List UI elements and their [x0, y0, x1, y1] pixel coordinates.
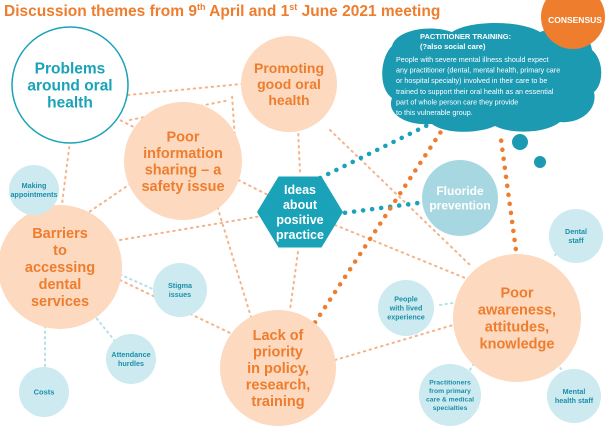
link-ideas-lack	[290, 252, 298, 310]
node-barriers-line: services	[30, 294, 90, 311]
node-barriers-line: accessing	[24, 260, 96, 277]
small-node-appointments-line: appointments	[10, 190, 58, 200]
small-node-dental-staff	[549, 209, 603, 263]
node-awareness-line: knowledge	[479, 336, 555, 353]
node-fluoride-line: prevention	[429, 198, 491, 213]
small-node-attendance	[106, 334, 156, 384]
small-node-stigma-line: Stigma	[168, 281, 192, 291]
node-problems-line: around oral	[27, 77, 113, 95]
node-ideas-line: practice	[276, 227, 324, 242]
node-lack-line: priority	[253, 344, 303, 361]
small-node-practitioners-line: care & medical	[426, 396, 474, 404]
small-node-practitioners-line: Practitioners	[429, 379, 471, 387]
small-node-stigma-line: issues	[168, 290, 192, 300]
node-lack-line: research,	[245, 377, 311, 394]
node-promoting-line: good oral	[257, 75, 321, 92]
node-awareness-line: Poor	[500, 285, 534, 302]
cloud-bubble-small	[534, 156, 546, 168]
node-info	[124, 102, 242, 220]
node-lack-line: Lack of	[252, 328, 304, 345]
node-fluoride	[422, 160, 498, 236]
small-node-stigma	[153, 263, 207, 317]
cloud-body-line: People with severe mental illness should expect	[396, 55, 549, 64]
node-info-line: Poor	[166, 129, 200, 146]
cloud-body-line: or hospital specialty) involved in their care to be	[396, 76, 548, 86]
link-ideas-fluoride	[336, 203, 418, 214]
cloud-body-line: to this vulnerable group.	[396, 108, 473, 117]
consensus-label: CONSENSUS	[548, 15, 602, 25]
small-node-attendance-line: Attendance	[111, 350, 151, 360]
node-promoting-line: health	[268, 91, 310, 108]
cloud-bubble-large	[512, 134, 528, 150]
node-promoting-line: Promoting	[254, 59, 324, 76]
cloud-body-line: part of whole person care they provide	[396, 97, 519, 107]
node-promoting	[241, 36, 337, 132]
node-ideas-line: positive	[276, 212, 324, 227]
node-awareness-line: attitudes,	[484, 319, 550, 336]
node-problems-line: health	[47, 94, 93, 112]
small-node-mental-staff	[547, 369, 601, 423]
small-node-practitioners	[419, 364, 481, 426]
node-awareness-line: awareness,	[477, 302, 557, 319]
small-node-practitioners-line: from primary	[429, 388, 471, 396]
node-lack-line: in policy,	[247, 361, 309, 378]
cloud-body-line: trained to support their oral health as an essential	[396, 86, 554, 96]
cloud-heading: PACTITIONER TRAINING:	[420, 32, 512, 41]
node-barriers	[0, 205, 122, 329]
node-barriers-line: Barriers	[32, 226, 88, 243]
small-node-appointments	[9, 165, 59, 215]
cloud-body-line: any practitioner (dental, mental health, primary care	[396, 65, 561, 75]
node-info-line: information	[143, 145, 223, 162]
small-node-dental-staff-line: Dental	[565, 227, 587, 237]
link-awareness-cloud	[500, 132, 517, 258]
small-node-costs-line: Costs	[33, 387, 55, 397]
node-lack-line: training	[251, 394, 305, 411]
node-lack	[220, 310, 336, 426]
node-problems	[12, 27, 128, 143]
link-promoting-ideas	[298, 128, 300, 172]
small-node-mental-staff-line: Mental	[562, 387, 586, 397]
node-barriers-line: to	[53, 243, 67, 260]
node-ideas-line: about	[282, 197, 318, 212]
node-info-line: sharing – a	[144, 162, 222, 179]
node-ideas-line: Ideas	[284, 182, 316, 197]
node-info-line: safety issue	[141, 178, 225, 195]
node-ideas	[257, 177, 343, 248]
cloud-subheading: (?also social care)	[420, 42, 486, 51]
small-node-costs	[19, 367, 69, 417]
small-node-mental-staff-line: health staff	[554, 396, 594, 406]
small-node-appointments-line: Making	[21, 181, 47, 191]
node-fluoride-line: Fluoride	[436, 183, 484, 198]
node-problems-line: Problems	[34, 60, 106, 78]
page-title: Discussion themes from 9th April and 1st June 2021 meeting	[4, 2, 441, 21]
small-node-dental-staff-line: staff	[568, 236, 584, 246]
small-node-lived-line: People	[394, 294, 418, 304]
node-barriers-line: dental	[38, 277, 82, 294]
small-node-lived-line: with lived	[389, 303, 423, 313]
small-node-lived-line: experience	[387, 312, 425, 322]
node-awareness	[453, 254, 581, 382]
small-node-lived	[378, 280, 434, 336]
small-node-practitioners-line: specialties	[432, 405, 468, 413]
small-node-attendance-line: hurdles	[118, 359, 144, 369]
